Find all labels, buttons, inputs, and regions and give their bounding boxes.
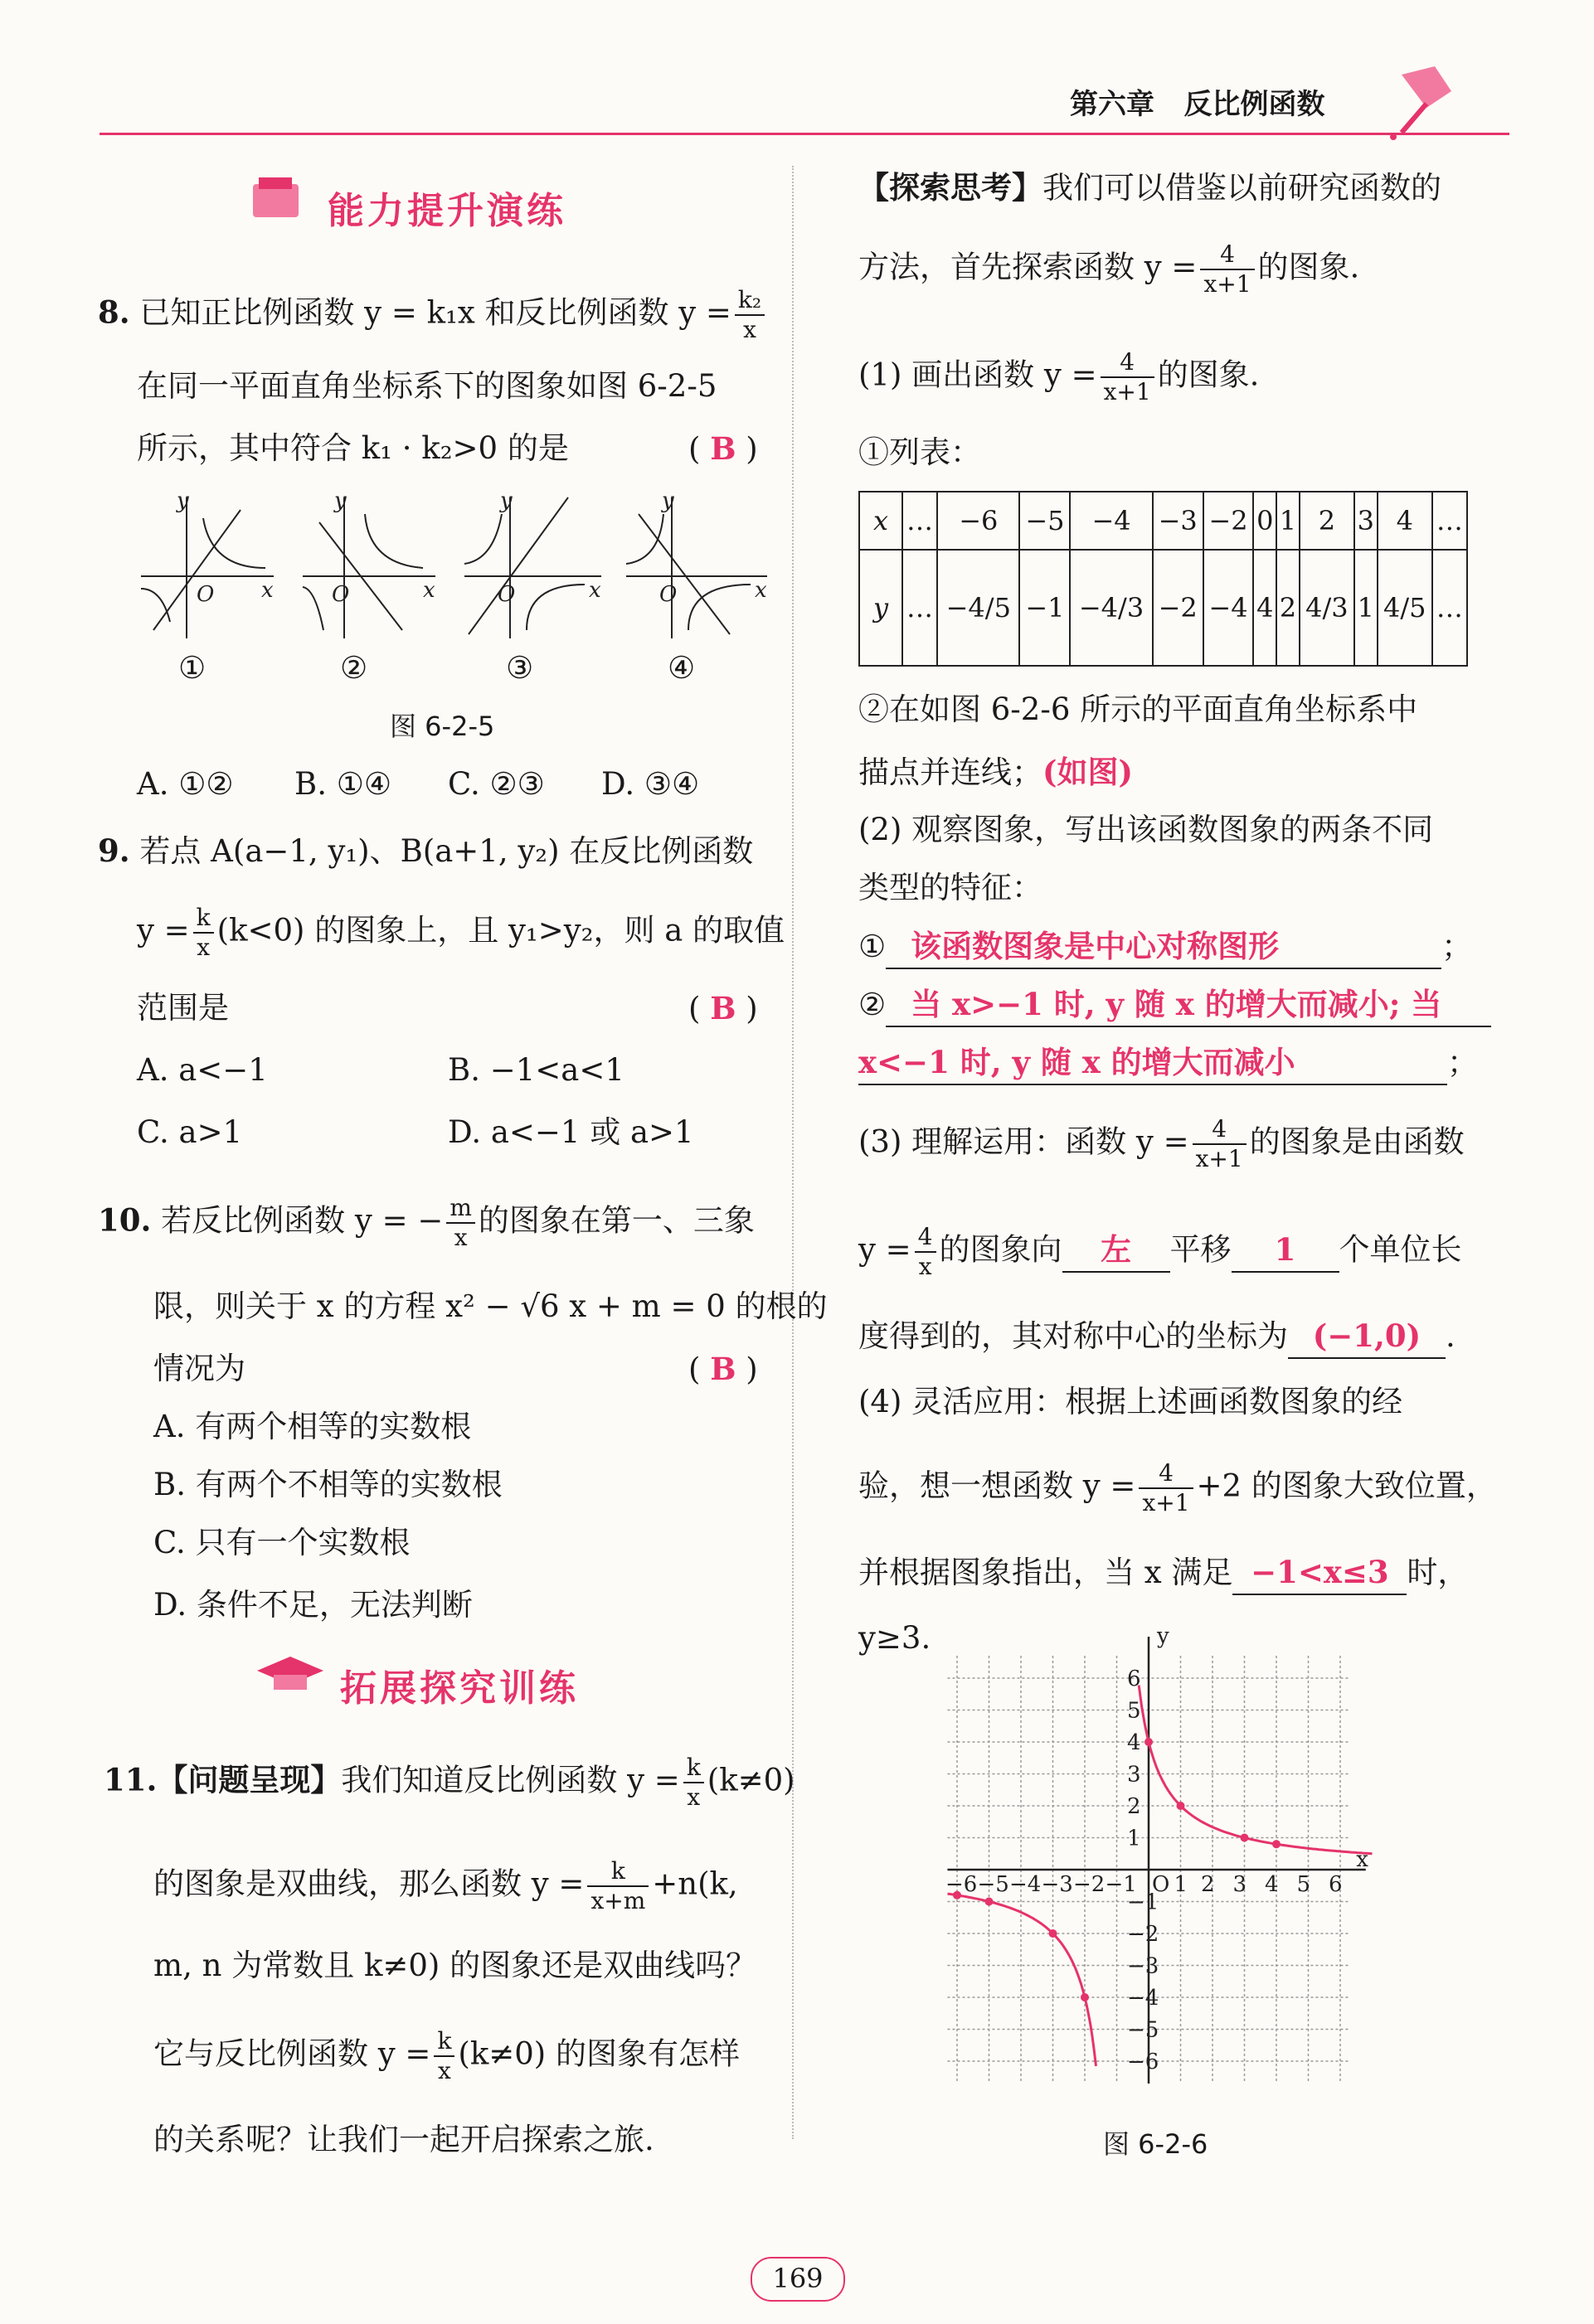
- q8-line3: 所示，其中符合 k₁ · k₂>0 的是: [137, 430, 569, 466]
- table-cell: 0: [1253, 492, 1276, 550]
- y-tick-label: −1: [1127, 1890, 1159, 1915]
- y-axis-label: y: [1157, 1623, 1169, 1649]
- step2-line1: ②在如图 6-2-6 所示的平面直角坐标系中: [858, 691, 1418, 727]
- part4-line1: (4) 灵活应用：根据上述画函数图象的经: [858, 1384, 1403, 1419]
- q10-option-a: A. 有两个相等的实数根: [153, 1409, 472, 1444]
- q11-line5: 的关系呢？让我们一起开启探索之旅.: [153, 2122, 654, 2157]
- plotted-point: [1049, 1929, 1057, 1938]
- table-cell: y: [859, 550, 902, 666]
- section-title-explore: 拓展探究训练: [340, 1667, 579, 1710]
- feature2-line2: x<−1 时, y 随 x 的增大而减小 ；: [858, 1041, 1478, 1085]
- section-title-ability: 能力提升演练: [328, 190, 566, 232]
- q9-option-c: C. a>1: [137, 1114, 243, 1150]
- svg-text:O: O: [197, 582, 215, 607]
- svg-text:O: O: [659, 582, 678, 607]
- explore-part1: (1) 画出函数 y = $\frac{4}{x+1}$ 的图象.: [858, 348, 1260, 405]
- feature1: ① 该函数图象是中心对称图形 ；: [858, 924, 1472, 969]
- hyperbola-branch: [948, 1894, 1096, 2066]
- plotted-point: [1144, 1738, 1153, 1746]
- q9-option-a: A. a<−1: [137, 1052, 268, 1088]
- x-tick-label: −4: [1009, 1872, 1042, 1897]
- header-chapter: 第六章 反比例函数: [1070, 88, 1325, 121]
- y-tick-label: −3: [1127, 1953, 1159, 1979]
- q9-option-b: B. −1<a<1: [448, 1052, 624, 1088]
- q8-answer: ( B ): [688, 430, 758, 467]
- x-tick-label: 3: [1232, 1872, 1247, 1897]
- plotted-point: [1241, 1834, 1249, 1842]
- header-rule: [100, 133, 1509, 135]
- q10-line3: 情况为: [153, 1351, 245, 1386]
- q11-line4: 它与反比例函数 y = $\frac{k}{x}$ (k≠0) 的图象有怎样: [153, 2027, 741, 2084]
- part4-line2: 验，想一想函数 y = $\frac{4}{x+1}$ +2 的图象大致位置，: [858, 1459, 1497, 1516]
- table-cell: 4/5: [1378, 550, 1432, 666]
- part4-line3: 并根据图象指出，当 x 满足 −1<x≤3 时，: [858, 1550, 1468, 1595]
- table-cell: −2: [1203, 492, 1254, 550]
- page-number: 169: [751, 2257, 845, 2302]
- table-cell: −4/5: [937, 550, 1019, 666]
- feature2-line1: ② 当 x>−1 时, y 随 x 的增大而减小; 当: [858, 982, 1491, 1027]
- table-cell: 2: [1276, 550, 1300, 666]
- q8-option-b: B. ①④: [294, 766, 392, 802]
- table-row-x: [859, 492, 1467, 550]
- part3-line3: 度得到的，其对称中心的坐标为 (−1,0) .: [858, 1314, 1455, 1359]
- y-tick-label: 5: [1127, 1698, 1141, 1724]
- q9-answer: ( B ): [688, 990, 758, 1026]
- table-cell: 4: [1378, 492, 1432, 550]
- table-cell: 1: [1354, 550, 1378, 666]
- plotted-point: [1081, 1993, 1089, 2001]
- coordinate-graph: [937, 1623, 1402, 2114]
- q8-graph-label-3: ③: [506, 650, 534, 686]
- step2-line2: 描点并连线；(如图): [858, 754, 1134, 790]
- table-cell: …: [902, 492, 937, 550]
- table-cell: 2: [1300, 492, 1354, 550]
- y-tick-label: −4: [1127, 1986, 1159, 2011]
- q10-answer: ( B ): [688, 1351, 758, 1387]
- q9-line2: y = $\frac{k}{x}$ (k<0) 的图象上，且 y₁>y₂，则 a 的取值: [137, 904, 785, 961]
- svg-text:x: x: [261, 578, 274, 603]
- x-tick-label: −2: [1073, 1872, 1106, 1897]
- y-tick-label: 1: [1127, 1826, 1141, 1851]
- q9-line1: 9. 若点 A(a−1, y₁)、B(a+1, y₂) 在反比例函数: [98, 832, 754, 869]
- q8-graph-label-1: ①: [178, 650, 207, 686]
- y-tick-label: −2: [1127, 1922, 1159, 1947]
- table-cell: −4: [1070, 492, 1152, 550]
- table-cell: 4: [1253, 550, 1276, 666]
- q10-option-b: B. 有两个不相等的实数根: [153, 1467, 503, 1502]
- table-cell: …: [1432, 550, 1467, 666]
- explore-line1: 【探索思考】我们可以借鉴以前研究函数的: [858, 169, 1441, 206]
- table-cell: −4/3: [1070, 550, 1152, 666]
- x-tick-label: −6: [945, 1872, 978, 1897]
- q11-line3: m, n 为常数且 k≠0) 的图象还是双曲线吗？: [153, 1948, 757, 1983]
- q8-line1: 8. 已知正比例函数 y = k₁x 和反比例函数 y = $\frac{\text{k₂}}{x}$: [98, 286, 768, 344]
- table-cell: −3: [1153, 492, 1203, 550]
- table-cell: 1: [1276, 492, 1300, 550]
- x-tick-label: −1: [1105, 1872, 1137, 1897]
- q9-option-d: D. a<−1 或 a>1: [448, 1114, 694, 1150]
- table-cell: x: [859, 492, 902, 550]
- q8-option-d: D. ③④: [601, 766, 700, 802]
- q8-graphs: [137, 489, 767, 655]
- table-cell: 4/3: [1300, 550, 1354, 666]
- svg-text:y: y: [177, 488, 189, 513]
- x-axis-label: x: [1356, 1847, 1368, 1872]
- svg-text:O: O: [498, 582, 516, 607]
- svg-text:y: y: [500, 488, 513, 513]
- q10-line2: 限，则关于 x 的方程 x² − √6 x + m = 0 的根的: [153, 1288, 828, 1324]
- x-tick-label: 5: [1296, 1872, 1311, 1897]
- table-cell: −1: [1019, 550, 1070, 666]
- q8-line2: 在同一平面直角坐标系下的图象如图 6-2-5: [137, 368, 717, 404]
- svg-text:x: x: [755, 578, 767, 603]
- y-tick-label: 4: [1127, 1730, 1141, 1755]
- q8-caption: 图 6-2-5: [390, 711, 495, 742]
- books-icon: [249, 176, 307, 221]
- svg-text:y: y: [662, 488, 674, 513]
- y-tick-label: −5: [1127, 2017, 1159, 2043]
- svg-text:x: x: [423, 578, 435, 603]
- table-cell: −5: [1019, 492, 1070, 550]
- q8-graph-label-2: ②: [340, 650, 368, 686]
- table-row-y: [859, 550, 1467, 666]
- explore-list-label: ①列表：: [858, 434, 981, 470]
- q11-line1: 11.【问题呈现】我们知道反比例函数 y = $\frac{k}{x}$ (k≠0): [104, 1754, 795, 1811]
- svg-text:y: y: [334, 488, 347, 513]
- table-cell: −2: [1153, 550, 1203, 666]
- q8-option-a: A. ①②: [137, 766, 234, 802]
- table-cell: …: [1432, 492, 1467, 550]
- y-tick-label: 3: [1127, 1762, 1141, 1788]
- column-divider: [792, 166, 794, 2139]
- x-tick-label: 4: [1265, 1872, 1279, 1897]
- part3-line1: (3) 理解运用：函数 y = $\frac{4}{x+1}$ 的图象是由函数: [858, 1115, 1465, 1172]
- y-tick-label: 2: [1127, 1794, 1141, 1819]
- x-tick-label: 2: [1201, 1872, 1215, 1897]
- plotted-point: [1177, 1802, 1185, 1810]
- y-tick-label: 6: [1127, 1667, 1141, 1691]
- q8-graph-label-4: ④: [668, 650, 696, 686]
- plotted-point: [985, 1898, 994, 1906]
- y-tick-label: −6: [1127, 2050, 1159, 2074]
- svg-text:O: O: [332, 582, 350, 607]
- q11-line2: 的图象是双曲线，那么函数 y = $\frac{k}{x+m}$ +n(k,: [153, 1857, 738, 1914]
- q8-option-c: C. ②③: [448, 766, 545, 802]
- plotted-point: [1272, 1840, 1281, 1848]
- table-cell: −6: [937, 492, 1019, 550]
- q10-option-d: D. 条件不足，无法判断: [153, 1587, 473, 1623]
- q10-option-c: C. 只有一个实数根: [153, 1525, 411, 1560]
- fraction: $\frac{\text{k₂}}{x}$: [735, 286, 765, 344]
- x-tick-label: 1: [1174, 1872, 1188, 1897]
- svg-text:x: x: [589, 578, 601, 603]
- x-tick-label: −5: [977, 1872, 1009, 1897]
- part3-line2: y = $\frac{4}{x}$ 的图象向 左 平移 1 个单位长: [858, 1223, 1462, 1280]
- table-cell: 3: [1354, 492, 1378, 550]
- origin-label: O: [1152, 1872, 1170, 1897]
- x-tick-label: −3: [1041, 1872, 1073, 1897]
- q10-line1: 10. 若反比例函数 y = − $\frac{m}{x}$ 的图象在第一、三象: [98, 1194, 755, 1251]
- x-tick-label: 6: [1329, 1872, 1343, 1897]
- table-cell: −4: [1203, 550, 1254, 666]
- graph-caption: 图 6-2-6: [1103, 2128, 1208, 2160]
- explore-line2: 方法，首先探索函数 y = $\frac{4}{x+1}$ 的图象.: [858, 240, 1360, 298]
- part2-line1: (2) 观察图象，写出该函数图象的两条不同: [858, 812, 1434, 847]
- pencil-icon: [1368, 58, 1476, 141]
- q9-line3: 范围是: [137, 990, 229, 1026]
- value-table: [858, 491, 1468, 667]
- graduation-cap-icon: [249, 1650, 332, 1700]
- part4-line4: y≥3.: [858, 1620, 931, 1656]
- part2-line2: 类型的特征：: [858, 870, 1042, 905]
- table-cell: …: [902, 550, 937, 666]
